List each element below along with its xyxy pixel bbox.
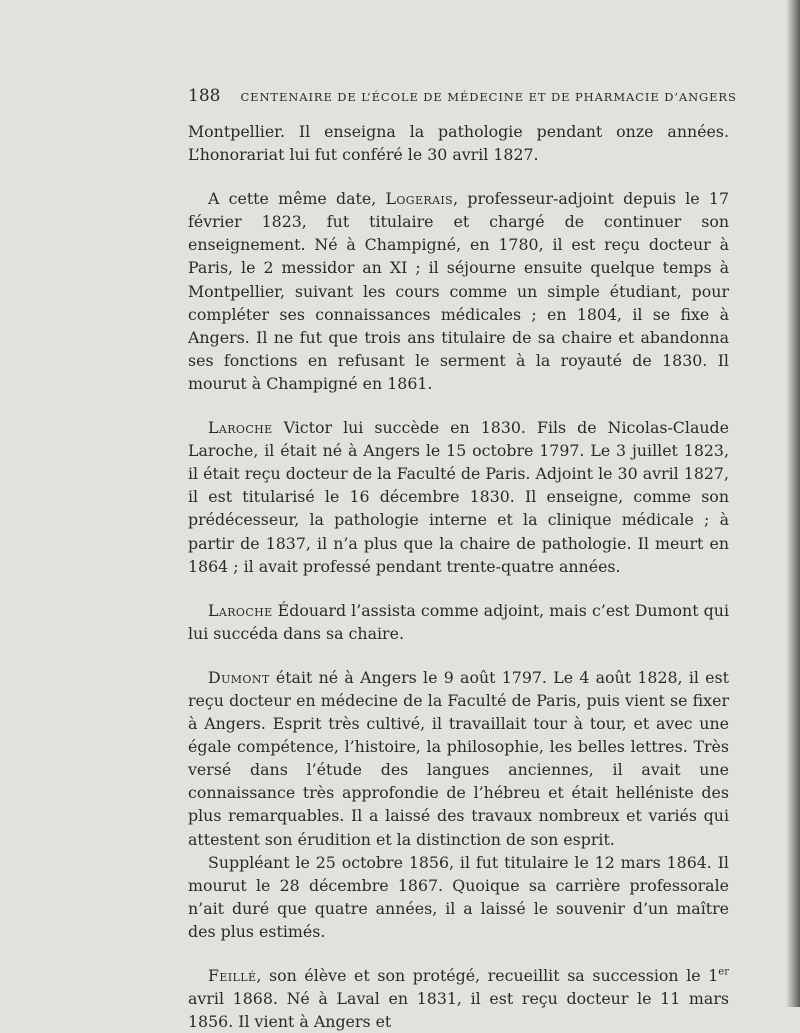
- paragraph-suppleant: [188, 851, 729, 943]
- superscript: er: [718, 966, 729, 978]
- person-name-feille: Feillé: [208, 966, 257, 985]
- paragraph-text: , son élève et son protégé, recueillit sa succession le 1: [256, 966, 719, 985]
- paragraph-text: avril 1868. Né à Laval en 1831, il est reçu docteur le 11 mars 1856. Il vient à Angers et: [188, 989, 729, 1032]
- running-head: CENTENAIRE DE L’ÉCOLE DE MÉDECINE ET DE PHARMACIE D’ANGERS: [240, 90, 737, 104]
- person-name-laroche: Laroche: [208, 418, 273, 438]
- paragraph-laroche-edouard: [188, 599, 729, 645]
- paragraph-text: Édouard l’assista comme adjoint, mais c’est Dumont qui lui succéda dans sa chaire.: [188, 600, 729, 643]
- person-name-laroche: Laroche: [208, 600, 273, 620]
- paragraph-lead: A cette même date,: [208, 189, 386, 209]
- person-name-logerais: Logerais: [385, 189, 454, 209]
- paragraph-logerais: [188, 187, 729, 395]
- page-number: 188: [188, 86, 221, 106]
- person-name-dumont: Dumont: [208, 667, 270, 687]
- paragraph-text: Suppléant le 25 octobre 1856, il fut titulaire le 12 mars 1864. Il mourut le 28 décembre 1867. Quoique sa carrière professorale n’ait duré que quatre années, il a laissé le souvenir d’un maître des plus estimés.: [188, 852, 729, 941]
- page-header: [188, 86, 737, 108]
- paragraph-text: Victor lui succède en 1830. Fils de Nicolas-Claude Laroche, il était né à Angers le 15 octobre 1797. Le 3 juillet 1823, il était reçu docteur de la Faculté de Paris. Adjoint le 30 avril 1827, il est titularisé le 16 décembre 1830. Il enseigne, comme son prédécesseur, la pathologie interne et la clinique médicale ; à partir de 1837, il n’a plus que la chaire de pathologie. Il meurt en 1864 ; il avait professé pendant trente-quatre années.: [188, 418, 729, 576]
- paragraph-montpellier: [188, 120, 729, 166]
- paragraph-dumont: [188, 666, 729, 851]
- body-text: [188, 120, 729, 1033]
- page-edge-shadow: [786, 0, 800, 1007]
- paragraph-text: Montpellier. Il enseigna la pathologie pendant onze années. L’honorariat lui fut conféré le 30 avril 1827.: [188, 122, 729, 165]
- paragraph-text: , professeur-adjoint depuis le 17 février 1823, fut titulaire et chargé de continuer son enseignement. Né à Champigné, en 1780, il est reçu docteur à Paris, le 2 messidor an XI ; il séjourne ensuite quelque temps à Montpellier, suivant les cours comme un simple étudiant, pour compléter ses connaissances médicales ; en 1804, il se fixe à Angers. Il ne fut que trois ans titulaire de sa chaire et abandonna ses fonctions en refusant le serment à la royauté de 1830. Il mourut à Champigné en 1861.: [188, 189, 729, 393]
- paragraph-feille: [188, 964, 729, 1033]
- paragraph-laroche-victor: [188, 416, 729, 578]
- paragraph-text: était né à Angers le 9 août 1797. Le 4 août 1828, il est reçu docteur en médecine de la Faculté de Paris, puis vient se fixer à Angers. Esprit très cultivé, il travaillait tour à tour, et avec une égale compétence, l’histoire, la philosophie, les belles lettres. Très versé dans l’étude des langues anciennes, il avait une connaissance très approfondie de l’hébreu et était helléniste des plus remarquables. Il a laissé des travaux nombreux et variés qui attestent son érudition et la distinction de son esprit.: [188, 667, 729, 849]
